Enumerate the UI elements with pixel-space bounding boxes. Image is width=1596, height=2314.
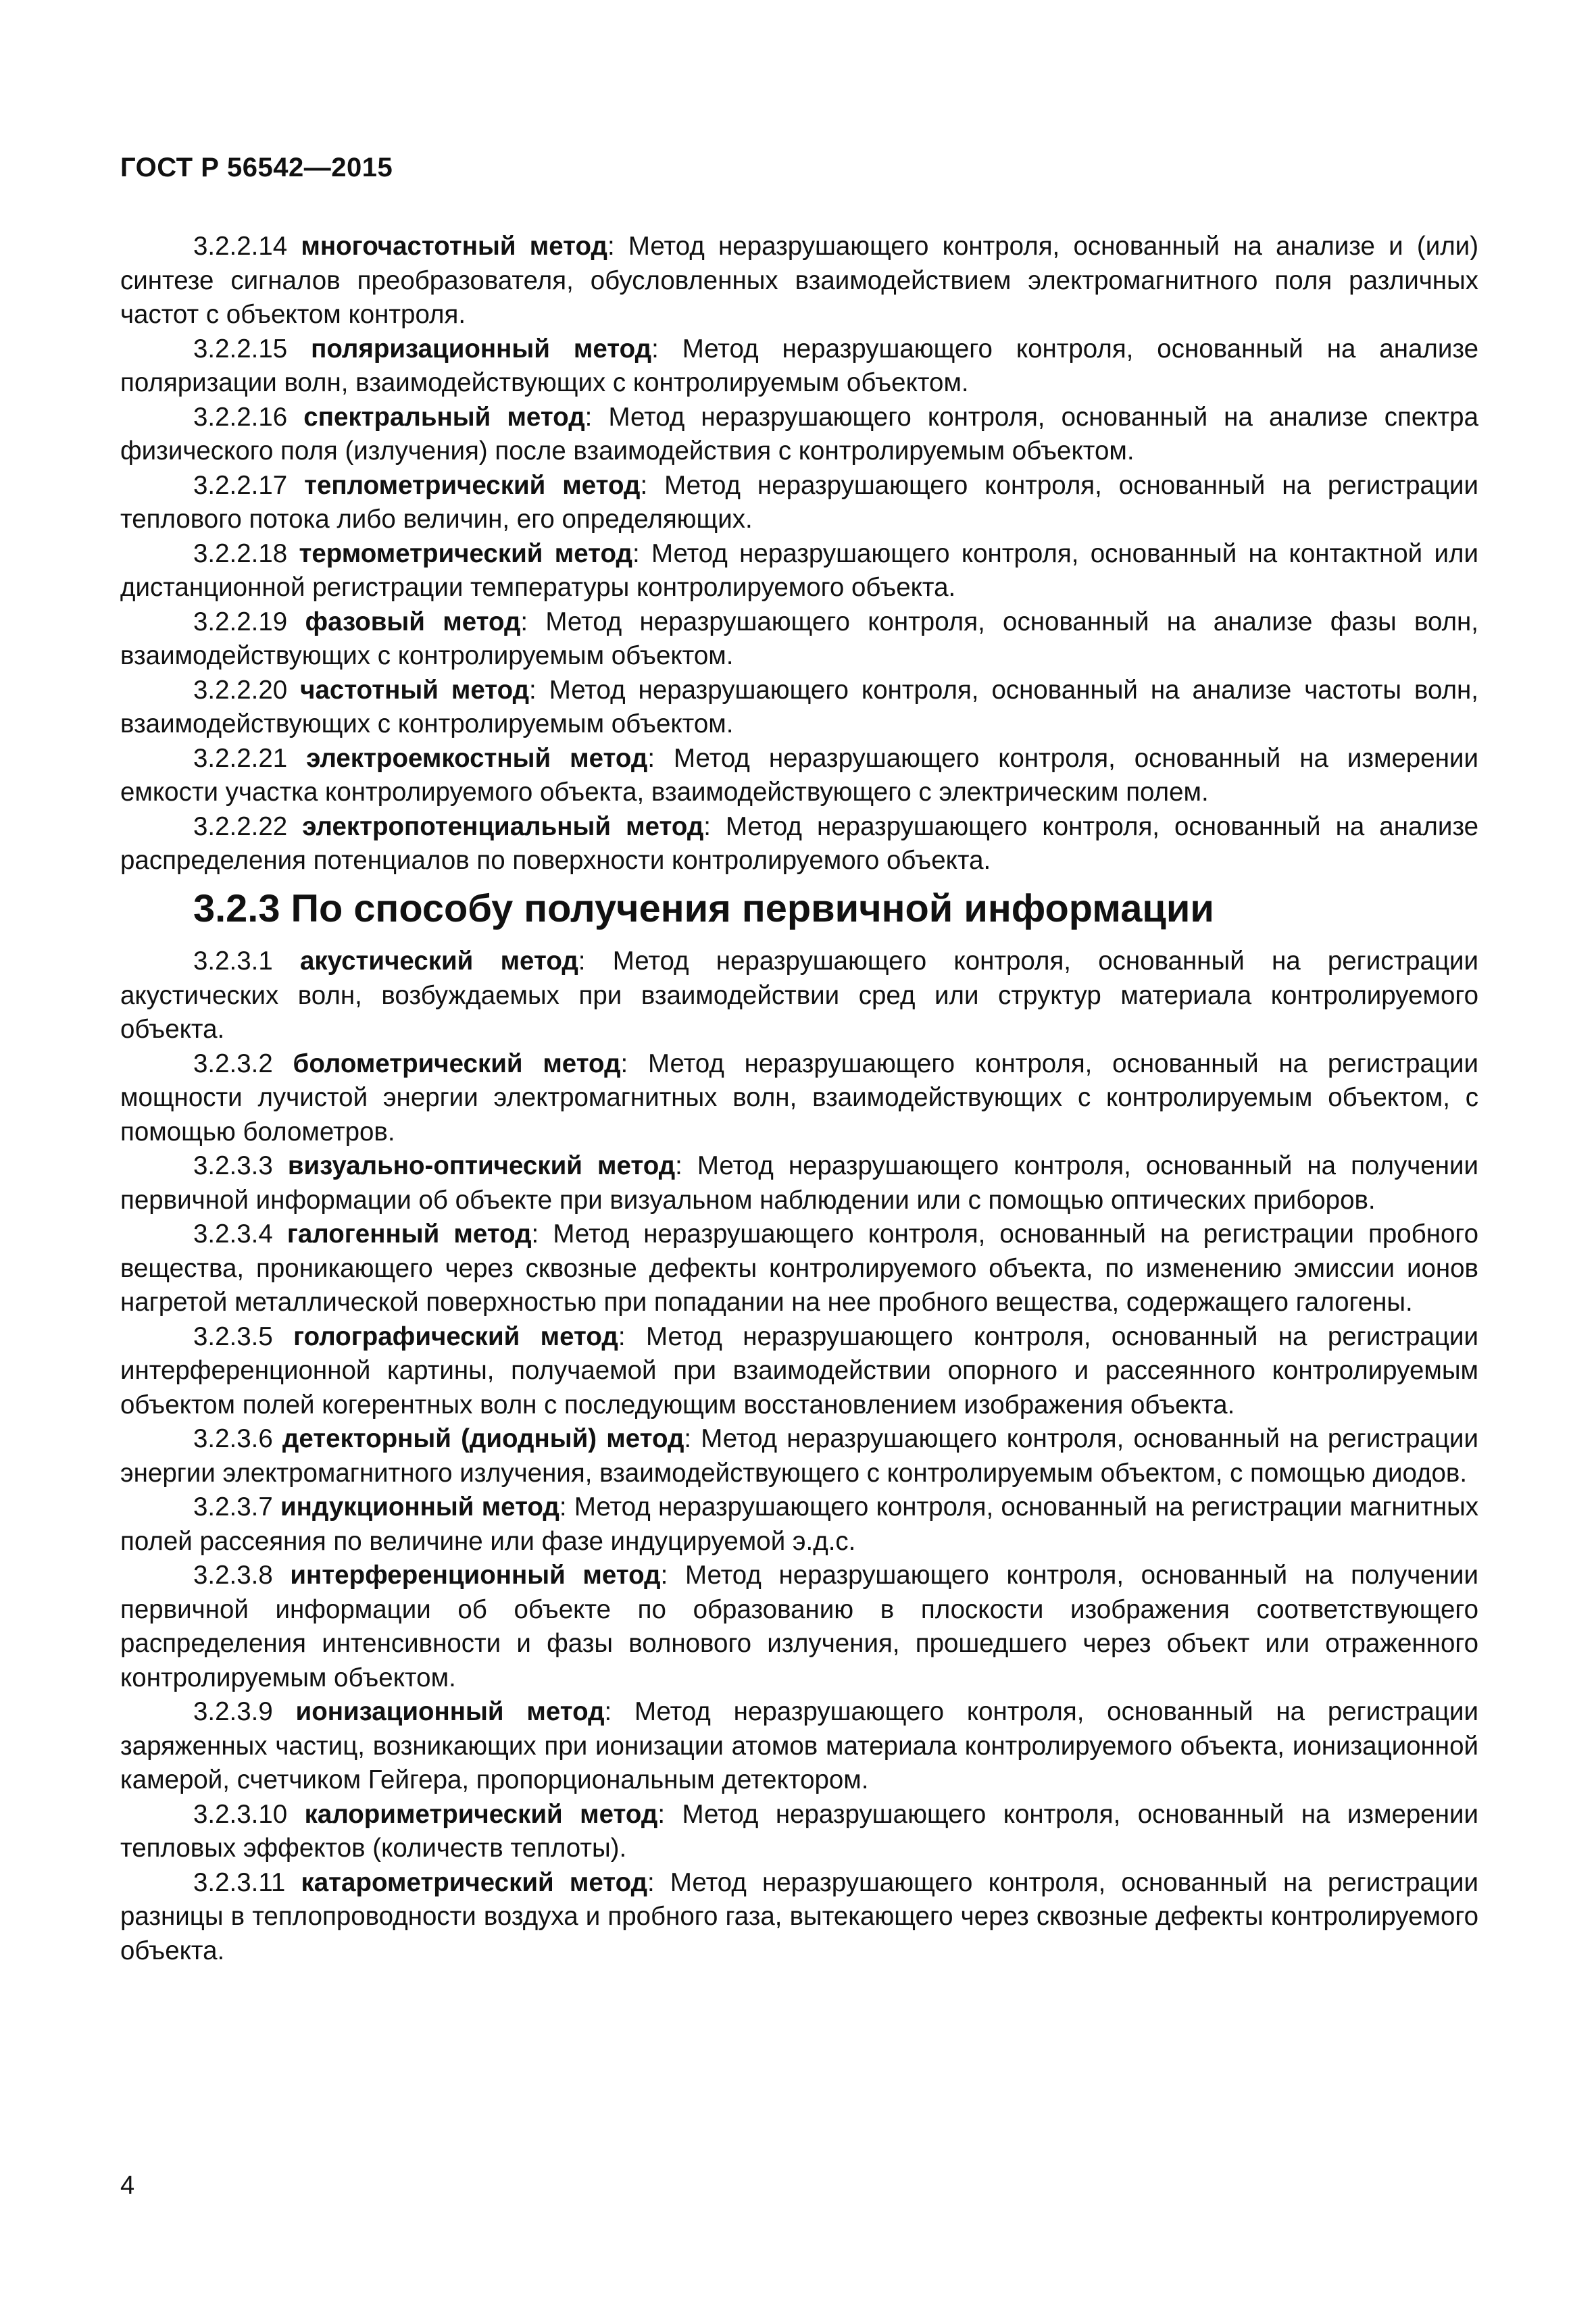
definition-paragraph — [120, 1422, 1478, 1490]
clause-number: 3.2.3.11 — [193, 1867, 286, 1897]
definition-text: : Метод неразрушающего контроля, основанный на регистрации акустических волн, возбуждаемых при взаимодействии сред или структур материала контролируемого объекта. — [120, 947, 1479, 1044]
term: термометрический метод — [299, 538, 632, 568]
definition-paragraph — [120, 1217, 1478, 1320]
term: ионизационный метод — [295, 1697, 605, 1726]
term: поляризационный метод — [311, 334, 652, 363]
definition-paragraph — [120, 1559, 1478, 1695]
definition-text: : Метод неразрушающего контроля, основанный на анализе распределения потенциалов по поверхности контролируемого объекта. — [120, 811, 1478, 875]
definition-text: : Метод неразрушающего контроля, основанный на измерении емкости участка контролируемого объекта, взаимодействующего с электрическим полем. — [120, 743, 1478, 807]
definition-paragraph — [120, 1866, 1478, 1969]
clause-number: 3.2.2.22 — [193, 811, 288, 841]
definition-paragraph — [120, 469, 1478, 537]
definition-paragraph — [120, 1047, 1478, 1150]
definition-paragraph — [120, 742, 1478, 810]
clause-number: 3.2.2.21 — [193, 743, 288, 773]
clause-number: 3.2.2.14 — [193, 232, 288, 261]
term: частотный метод — [300, 675, 530, 705]
clause-number: 3.2.3.5 — [193, 1322, 273, 1351]
term: фазовый метод — [305, 607, 521, 636]
definition-text: : Метод неразрушающего контроля, основанный на анализе поляризации волн, взаимодействующих с контролируемым объектом. — [120, 334, 1478, 397]
definition-paragraph — [120, 1149, 1478, 1217]
term: электропотенциальный метод — [302, 811, 704, 841]
term: галогенный метод — [286, 1219, 532, 1249]
section-3-2-2-items — [120, 230, 1478, 878]
term: теплометрический метод — [304, 470, 641, 500]
definition-paragraph — [120, 674, 1478, 742]
term: катарометрический метод — [301, 1867, 648, 1897]
term: акустический метод — [300, 947, 578, 976]
clause-number: 3.2.2.15 — [193, 334, 288, 363]
clause-number: 3.2.3.1 — [193, 947, 273, 976]
term: многочастотный метод — [301, 232, 607, 261]
definition-paragraph — [120, 401, 1478, 469]
definition-paragraph — [120, 1320, 1478, 1423]
clause-number: 3.2.3.4 — [193, 1219, 273, 1249]
section-3-2-3-items — [120, 945, 1478, 1968]
term: детекторный (диодный) метод — [282, 1424, 684, 1453]
definition-text: : Метод неразрушающего контроля, основанный на анализе и (или) синтезе сигналов преобразователя, обусловленных взаимодействием электромагнитного поля различных частот с объектом контроля. — [120, 232, 1479, 329]
clause-number: 3.2.3.6 — [193, 1424, 273, 1453]
definition-text: : Метод неразрушающего контроля, основанный на получении первичной информации об объекте при визуальном наблюдении или с помощью оптических приборов. — [120, 1151, 1479, 1215]
definition-text: : Метод неразрушающего контроля, основанный на регистрации интерференционной картины, получаемой при взаимодействии опорного и рассеянного контролируемым объектом полей когерентных волн с последующим восстановлением изображения объекта. — [120, 1322, 1478, 1419]
section-heading: 3.2.3 По способу получения первичной информации — [193, 886, 1214, 930]
clause-number: 3.2.2.17 — [193, 470, 288, 500]
definition-text: : Метод неразрушающего контроля, основанный на регистрации заряженных частиц, возникающих при ионизации атомов материала контролируемого объекта, ионизационной камерой, счетчиком Гейгера, пропорциональным детектором. — [120, 1697, 1478, 1794]
clause-number: 3.2.3.9 — [193, 1697, 273, 1726]
definition-paragraph — [120, 1798, 1478, 1866]
term: спектральный метод — [303, 402, 585, 432]
clause-number: 3.2.2.16 — [193, 402, 288, 432]
definition-text: : Метод неразрушающего контроля, основанный на регистрации энергии электромагнитного излучения, взаимодействующего с контролируемым объектом, с помощью диодов. — [120, 1424, 1479, 1488]
definition-text: : Метод неразрушающего контроля, основанный на регистрации пробного вещества, проникающего через сквозные дефекты контролируемого объекта, по изменению эмиссии ионов нагретой металлической поверхностью при попадании на нее пробного вещества, содержащего галогены. — [120, 1219, 1479, 1317]
definition-paragraph — [120, 230, 1478, 332]
definition-text: : Метод неразрушающего контроля, основанный на измерении тепловых эффектов (количеств теплоты). — [120, 1799, 1478, 1863]
page-number: 4 — [120, 2171, 135, 2200]
definition-text: : Метод неразрушающего контроля, основанный на анализе фазы волн, взаимодействующих с контролируемым объектом. — [120, 607, 1479, 670]
definition-text: : Метод неразрушающего контроля, основанный на регистрации разницы в теплопроводности воздуха и пробного газа, вытекающего через сквозные дефекты контролируемого объекта. — [120, 1867, 1478, 1965]
term: электроемкостный метод — [306, 743, 648, 773]
clause-number: 3.2.3.2 — [193, 1049, 273, 1078]
term: болометрический метод — [293, 1049, 621, 1078]
term: индукционный метод — [280, 1492, 559, 1521]
term: интерференционный метод — [290, 1561, 661, 1590]
definition-paragraph — [120, 332, 1478, 401]
clause-number: 3.2.3.3 — [193, 1151, 273, 1180]
definition-text: : Метод неразрушающего контроля, основанный на регистрации магнитных полей рассеяния по величине или фазе индуцируемой э.д.с. — [120, 1492, 1478, 1556]
definition-paragraph — [120, 537, 1478, 605]
document-body — [120, 230, 1478, 1968]
definition-paragraph — [120, 1695, 1478, 1798]
clause-number: 3.2.3.10 — [193, 1799, 288, 1829]
definition-text: : Метод неразрушающего контроля, основанный на анализе спектра физического поля (излучения) после взаимодействия с контролируемым объектом. — [120, 402, 1479, 466]
definition-text: : Метод неразрушающего контроля, основанный на контактной или дистанционной регистрации температуры контролируемого объекта. — [120, 538, 1478, 602]
definition-paragraph — [120, 605, 1478, 674]
definition-text: : Метод неразрушающего контроля, основанный на получении первичной информации об объекте по образованию в плоскости изображения соответствующего распределения интенсивности и фазы волнового излучения, прошедшего через объект или отраженного контролируемым объектом. — [120, 1561, 1478, 1692]
definition-text: : Метод неразрушающего контроля, основанный на регистрации теплового потока либо величин, его определяющих. — [120, 470, 1479, 534]
clause-number: 3.2.2.19 — [193, 607, 288, 636]
clause-number: 3.2.2.20 — [193, 675, 288, 705]
clause-number: 3.2.2.18 — [193, 538, 288, 568]
term: калориметрический метод — [304, 1799, 658, 1829]
document-header: ГОСТ Р 56542—2015 — [120, 153, 393, 182]
definition-paragraph — [120, 945, 1478, 1047]
term: визуально-оптический метод — [287, 1151, 676, 1180]
definition-text: : Метод неразрушающего контроля, основанный на регистрации мощности лучистой энергии электромагнитных волн, взаимодействующих с контролируемым объектом, с помощью болометров. — [120, 1049, 1479, 1147]
term: голографический метод — [293, 1322, 618, 1351]
clause-number: 3.2.3.8 — [193, 1561, 273, 1590]
definition-paragraph — [120, 810, 1478, 878]
clause-number: 3.2.3.7 — [193, 1492, 273, 1521]
definition-text: : Метод неразрушающего контроля, основанный на анализе частоты волн, взаимодействующих с контролируемым объектом. — [120, 675, 1478, 738]
definition-paragraph — [120, 1490, 1478, 1559]
